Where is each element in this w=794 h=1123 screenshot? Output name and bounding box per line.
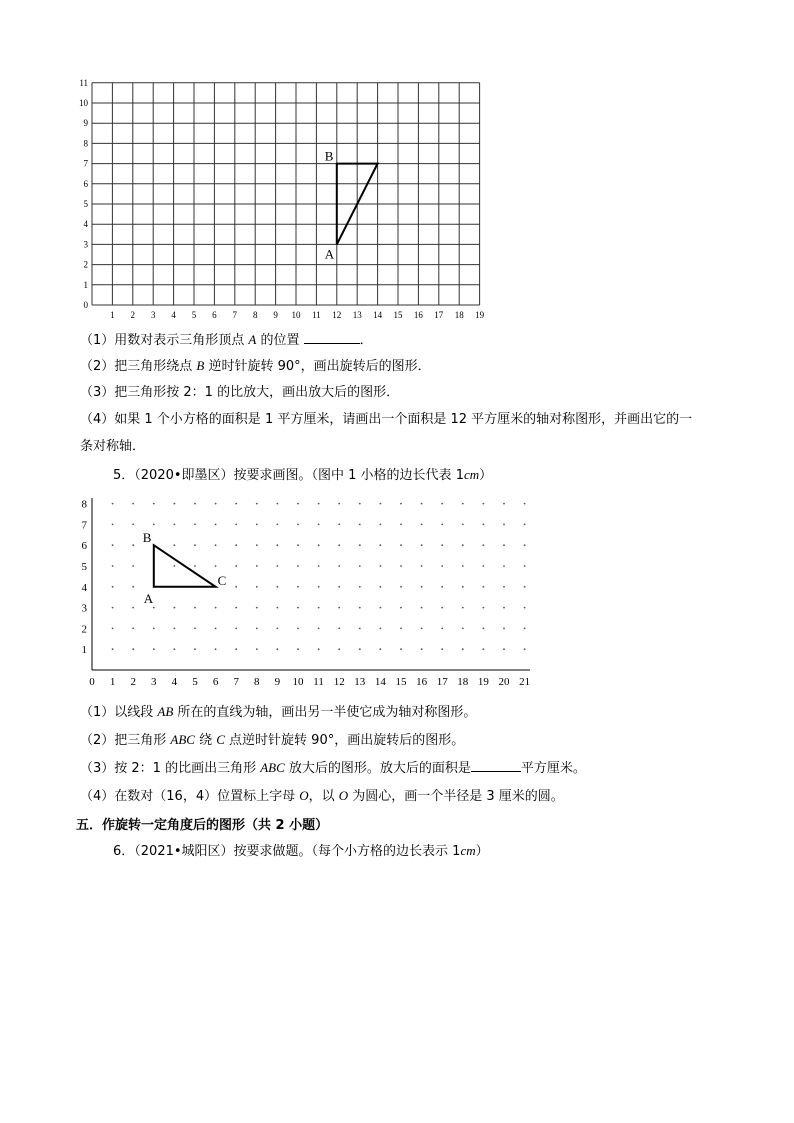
x-tick-label: 10 bbox=[291, 310, 301, 320]
grid-dot bbox=[256, 628, 258, 630]
grid-dot bbox=[297, 565, 299, 567]
grid-dot bbox=[503, 565, 505, 567]
grid-dot bbox=[338, 565, 340, 567]
grid-dot bbox=[503, 628, 505, 630]
x-tick-labels bbox=[110, 310, 484, 320]
grid-dot bbox=[235, 503, 237, 505]
grid-dot bbox=[112, 648, 114, 650]
question-4-4: （4）如果 1 个小方格的面积是 1 平方厘米，请画出一个面积是 12 平方厘米的轴对称图形，并画出它的一 bbox=[80, 412, 693, 427]
grid-dot bbox=[380, 524, 382, 526]
grid-dot bbox=[256, 586, 258, 588]
grid-dot bbox=[112, 524, 114, 526]
point-label-a: A bbox=[324, 246, 335, 262]
y-tick-label: 7 bbox=[83, 158, 88, 169]
x-tick-label: 20 bbox=[498, 676, 510, 688]
x-tick-label: 1 bbox=[110, 310, 115, 320]
y-tick-label: 11 bbox=[79, 77, 88, 88]
grid-dot bbox=[277, 503, 279, 505]
grid-dot bbox=[277, 628, 279, 630]
grid-dot bbox=[441, 503, 443, 505]
grid-dot bbox=[318, 565, 320, 567]
x-tick-label: 11 bbox=[313, 676, 324, 688]
y-tick-label: 1 bbox=[81, 644, 87, 657]
point-label-b: B bbox=[142, 530, 152, 546]
grid-dot bbox=[194, 628, 196, 630]
y-tick-label: 8 bbox=[83, 138, 88, 149]
dot-grid-figure-2 bbox=[74, 494, 540, 692]
grid-dot bbox=[359, 544, 361, 546]
grid-dot bbox=[318, 628, 320, 630]
problem-6-heading: 6．（2021•城阳区）按要求做题。（每个小方格的边长表示 1cm） bbox=[113, 843, 489, 859]
grid-dot bbox=[174, 544, 176, 546]
x-tick-label: 3 bbox=[150, 310, 156, 320]
y-tick-label: 0 bbox=[83, 300, 88, 310]
grid-dot bbox=[132, 586, 134, 588]
grid-dot bbox=[277, 586, 279, 588]
x-tick-labels bbox=[89, 676, 530, 688]
y-tick-label: 4 bbox=[81, 581, 87, 594]
grid-dot bbox=[421, 565, 423, 567]
grid-dot bbox=[524, 503, 526, 505]
grid-dot bbox=[441, 586, 443, 588]
grid-dot bbox=[235, 607, 237, 609]
y-tick-label: 9 bbox=[83, 118, 88, 129]
area-answer-blank[interactable] bbox=[471, 759, 521, 772]
y-tick-label: 5 bbox=[81, 561, 87, 573]
grid-dot bbox=[400, 628, 402, 630]
grid-dot bbox=[297, 503, 299, 505]
y-tick-labels bbox=[79, 78, 89, 310]
x-tick-label: 14 bbox=[373, 310, 383, 320]
x-tick-label: 7 bbox=[232, 310, 238, 320]
grid-dot bbox=[441, 648, 443, 650]
grid-dot bbox=[421, 607, 423, 609]
grid-dot bbox=[441, 628, 443, 630]
grid-dot bbox=[215, 524, 217, 526]
grid-dot bbox=[421, 628, 423, 630]
grid-dot bbox=[132, 648, 134, 650]
grid-dot bbox=[400, 565, 402, 567]
x-tick-label: 17 bbox=[434, 310, 444, 320]
x-tick-label: 15 bbox=[393, 310, 403, 320]
grid-figure-1 bbox=[70, 76, 500, 324]
grid-dot bbox=[503, 544, 505, 546]
x-tick-label: 18 bbox=[457, 676, 469, 688]
grid-dot bbox=[132, 607, 134, 609]
x-tick-label: 16 bbox=[416, 676, 428, 688]
x-tick-label: 15 bbox=[395, 676, 407, 688]
grid-dot bbox=[153, 503, 155, 505]
grid-dot bbox=[400, 586, 402, 588]
question-4-2: （2）把三角形绕点 B 逆时针旋转 90°，画出旋转后的图形． bbox=[80, 358, 431, 374]
grid-dot bbox=[462, 544, 464, 546]
x-tick-label: 5 bbox=[191, 310, 197, 320]
x-tick-label: 3 bbox=[151, 676, 157, 688]
grid-dot bbox=[338, 544, 340, 546]
grid-dot bbox=[524, 544, 526, 546]
grid-dot bbox=[256, 607, 258, 609]
grid-dot bbox=[421, 503, 423, 505]
y-tick-label: 2 bbox=[83, 259, 88, 270]
x-tick-label: 19 bbox=[477, 676, 489, 688]
grid-dot bbox=[174, 648, 176, 650]
grid-dot bbox=[235, 544, 237, 546]
grid-dot bbox=[174, 628, 176, 630]
grid-dot bbox=[441, 544, 443, 546]
y-tick-label: 7 bbox=[81, 519, 87, 532]
grid-dot bbox=[483, 565, 485, 567]
y-tick-label: 3 bbox=[81, 602, 87, 615]
grid-dot bbox=[380, 544, 382, 546]
x-tick-label: 19 bbox=[475, 310, 485, 320]
grid-dot bbox=[297, 544, 299, 546]
grid-dot bbox=[256, 524, 258, 526]
grid-dot bbox=[524, 648, 526, 650]
grid-dot bbox=[483, 628, 485, 630]
grid-dot bbox=[194, 503, 196, 505]
grid-dot bbox=[297, 607, 299, 609]
x-tick-label: 11 bbox=[312, 310, 321, 320]
grid-dot bbox=[215, 544, 217, 546]
grid-dot bbox=[441, 524, 443, 526]
grid-dot bbox=[112, 503, 114, 505]
grid-dot bbox=[112, 586, 114, 588]
grid-dot bbox=[462, 648, 464, 650]
grid-dot bbox=[359, 586, 361, 588]
grid-dot bbox=[421, 524, 423, 526]
grid-dot bbox=[256, 565, 258, 567]
grid-dot bbox=[400, 648, 402, 650]
grid-lines bbox=[92, 83, 480, 305]
grid-dot bbox=[503, 607, 505, 609]
x-tick-label: 12 bbox=[333, 676, 345, 688]
grid-dot bbox=[256, 503, 258, 505]
grid-dot bbox=[380, 565, 382, 567]
grid-dot bbox=[380, 648, 382, 650]
point-label-a: A bbox=[143, 590, 154, 606]
grid-dot bbox=[338, 524, 340, 526]
grid-dot bbox=[215, 607, 217, 609]
grid-dot bbox=[194, 544, 196, 546]
grid-dot bbox=[400, 503, 402, 505]
grid-dot bbox=[112, 628, 114, 630]
grid-dot bbox=[483, 648, 485, 650]
grid-dot bbox=[483, 544, 485, 546]
grid-dot bbox=[153, 607, 155, 609]
y-tick-label: 5 bbox=[83, 199, 88, 209]
question-4-4-cont: 条对称轴． bbox=[80, 439, 146, 454]
grid-dot bbox=[359, 607, 361, 609]
grid-dot bbox=[277, 607, 279, 609]
grid-dot bbox=[112, 565, 114, 567]
grid-dot bbox=[503, 503, 505, 505]
y-tick-label: 3 bbox=[83, 239, 88, 250]
grid-dot bbox=[318, 544, 320, 546]
grid-dot bbox=[132, 524, 134, 526]
grid-dot bbox=[277, 544, 279, 546]
grid-dot bbox=[194, 607, 196, 609]
grid-dot bbox=[483, 586, 485, 588]
grid-dot bbox=[132, 628, 134, 630]
grid-dot bbox=[462, 503, 464, 505]
grid-dot bbox=[524, 628, 526, 630]
grid-dot bbox=[524, 524, 526, 526]
x-tick-label: 8 bbox=[252, 310, 258, 320]
grid-dot bbox=[318, 607, 320, 609]
problem-5-heading: 5．（2020•即墨区）按要求画图。（图中 1 小格的边长代表 1cm） bbox=[113, 467, 493, 483]
dot-grid bbox=[112, 503, 526, 650]
x-tick-label: 2 bbox=[130, 310, 136, 320]
grid-dot bbox=[194, 565, 196, 567]
grid-dot bbox=[421, 648, 423, 650]
grid-dot bbox=[318, 503, 320, 505]
grid-dot bbox=[421, 586, 423, 588]
grid-dot bbox=[359, 503, 361, 505]
x-tick-label: 5 bbox=[192, 676, 198, 688]
grid-dot bbox=[441, 607, 443, 609]
y-tick-label: 6 bbox=[81, 540, 87, 553]
x-tick-label: 6 bbox=[212, 676, 219, 688]
grid-dot bbox=[174, 503, 176, 505]
question-5-4: （4）在数对（16，4）位置标上字母 O，以 O 为圆心，画一个半径是 3 厘米的圆。 bbox=[80, 788, 564, 804]
grid-dot bbox=[400, 544, 402, 546]
grid-dot bbox=[483, 524, 485, 526]
grid-dot bbox=[462, 586, 464, 588]
y-tick-labels bbox=[82, 499, 88, 657]
grid-dot bbox=[215, 648, 217, 650]
grid-dot bbox=[153, 524, 155, 526]
grid-dot bbox=[112, 544, 114, 546]
grid-dot bbox=[215, 565, 217, 567]
grid-dot bbox=[215, 628, 217, 630]
grid-dot bbox=[112, 607, 114, 609]
grid-dot bbox=[338, 607, 340, 609]
grid-dot bbox=[380, 607, 382, 609]
x-tick-label: 18 bbox=[454, 310, 464, 320]
grid-dot bbox=[256, 544, 258, 546]
section-5-title: 五．作旋转一定角度后的图形（共 2 小题） bbox=[76, 818, 329, 833]
x-tick-label: 21 bbox=[519, 676, 531, 688]
question-4-3: （3）把三角形按 2：1 的比放大，画出放大后的图形． bbox=[80, 385, 400, 400]
grid-dot bbox=[524, 586, 526, 588]
grid-dot bbox=[215, 503, 217, 505]
y-tick-label: 6 bbox=[83, 178, 88, 189]
grid-dot bbox=[421, 544, 423, 546]
triangle-abc bbox=[154, 545, 216, 587]
x-tick-label: 8 bbox=[254, 676, 260, 688]
y-tick-label: 1 bbox=[83, 279, 88, 290]
x-tick-label: 9 bbox=[274, 676, 281, 688]
grid-dot bbox=[359, 524, 361, 526]
grid-dot bbox=[359, 628, 361, 630]
x-tick-label: 16 bbox=[413, 310, 423, 320]
x-tick-label: 17 bbox=[436, 676, 448, 688]
grid-dot bbox=[235, 565, 237, 567]
question-5-2: （2）把三角形 ABC 绕 C 点逆时针旋转 90°，画出旋转后的图形。 bbox=[80, 732, 465, 748]
grid-dot bbox=[503, 586, 505, 588]
x-tick-label: 14 bbox=[374, 676, 386, 688]
grid-dot bbox=[194, 524, 196, 526]
grid-dot bbox=[174, 565, 176, 567]
grid-dot bbox=[400, 524, 402, 526]
grid-dot bbox=[153, 628, 155, 630]
grid-dot bbox=[256, 648, 258, 650]
y-tick-label: 2 bbox=[81, 623, 87, 636]
y-tick-label: 8 bbox=[81, 498, 87, 511]
x-tick-label: 13 bbox=[352, 310, 362, 320]
grid-dot bbox=[503, 648, 505, 650]
grid-dot bbox=[524, 607, 526, 609]
grid-dot bbox=[380, 628, 382, 630]
x-tick-label: 12 bbox=[332, 310, 342, 320]
grid-dot bbox=[132, 544, 134, 546]
x-tick-label: 10 bbox=[292, 676, 304, 688]
y-tick-label: 4 bbox=[83, 219, 88, 230]
grid-dot bbox=[338, 628, 340, 630]
grid-dot bbox=[277, 565, 279, 567]
grid-dot bbox=[235, 648, 237, 650]
grid-dot bbox=[380, 586, 382, 588]
x-tick-label: 4 bbox=[171, 676, 178, 688]
x-tick-label: 13 bbox=[354, 676, 366, 688]
grid-dot bbox=[338, 503, 340, 505]
grid-dot bbox=[318, 586, 320, 588]
x-tick-label: 6 bbox=[212, 310, 217, 320]
x-tick-label: 0 bbox=[89, 676, 95, 688]
grid-dot bbox=[277, 524, 279, 526]
grid-dot bbox=[359, 648, 361, 650]
answer-blank[interactable] bbox=[304, 331, 360, 344]
grid-dot bbox=[380, 503, 382, 505]
grid-dot bbox=[297, 524, 299, 526]
grid-dot bbox=[194, 648, 196, 650]
grid-dot bbox=[462, 524, 464, 526]
grid-dot bbox=[503, 524, 505, 526]
grid-dot bbox=[483, 607, 485, 609]
grid-dot bbox=[297, 628, 299, 630]
x-tick-label: 2 bbox=[130, 676, 136, 688]
grid-dot bbox=[132, 565, 134, 567]
grid-dot bbox=[462, 565, 464, 567]
grid-dot bbox=[400, 607, 402, 609]
grid-dot bbox=[235, 524, 237, 526]
grid-dot bbox=[235, 586, 237, 588]
x-tick-label: 4 bbox=[171, 310, 176, 320]
grid-dot bbox=[297, 648, 299, 650]
grid-dot bbox=[153, 648, 155, 650]
question-5-1: （1）以线段 AB 所在的直线为轴，画出另一半使它成为轴对称图形。 bbox=[80, 704, 477, 720]
grid-dot bbox=[174, 607, 176, 609]
grid-dot bbox=[462, 607, 464, 609]
grid-dot bbox=[174, 524, 176, 526]
x-tick-label: 1 bbox=[109, 676, 116, 688]
grid-dot bbox=[483, 503, 485, 505]
question-4-1: （1）用数对表示三角形顶点 A 的位置 ． bbox=[80, 332, 373, 348]
question-5-3: （3）按 2：1 的比画出三角形 ABC 放大后的图形。放大后的面积是 平方厘米。 bbox=[80, 760, 586, 776]
point-label-c: C bbox=[217, 572, 227, 588]
grid-dot bbox=[297, 586, 299, 588]
grid-dot bbox=[132, 503, 134, 505]
grid-dot bbox=[318, 524, 320, 526]
y-tick-label: 10 bbox=[79, 98, 88, 108]
grid-dot bbox=[235, 628, 237, 630]
grid-dot bbox=[277, 648, 279, 650]
grid-dot bbox=[462, 628, 464, 630]
grid-dot bbox=[338, 648, 340, 650]
point-label-b: B bbox=[324, 148, 334, 164]
grid-dot bbox=[524, 565, 526, 567]
grid-dot bbox=[318, 648, 320, 650]
grid-dot bbox=[441, 565, 443, 567]
x-tick-label: 9 bbox=[273, 310, 278, 320]
x-tick-label: 7 bbox=[233, 676, 239, 688]
grid-dot bbox=[338, 586, 340, 588]
grid-dot bbox=[359, 565, 361, 567]
